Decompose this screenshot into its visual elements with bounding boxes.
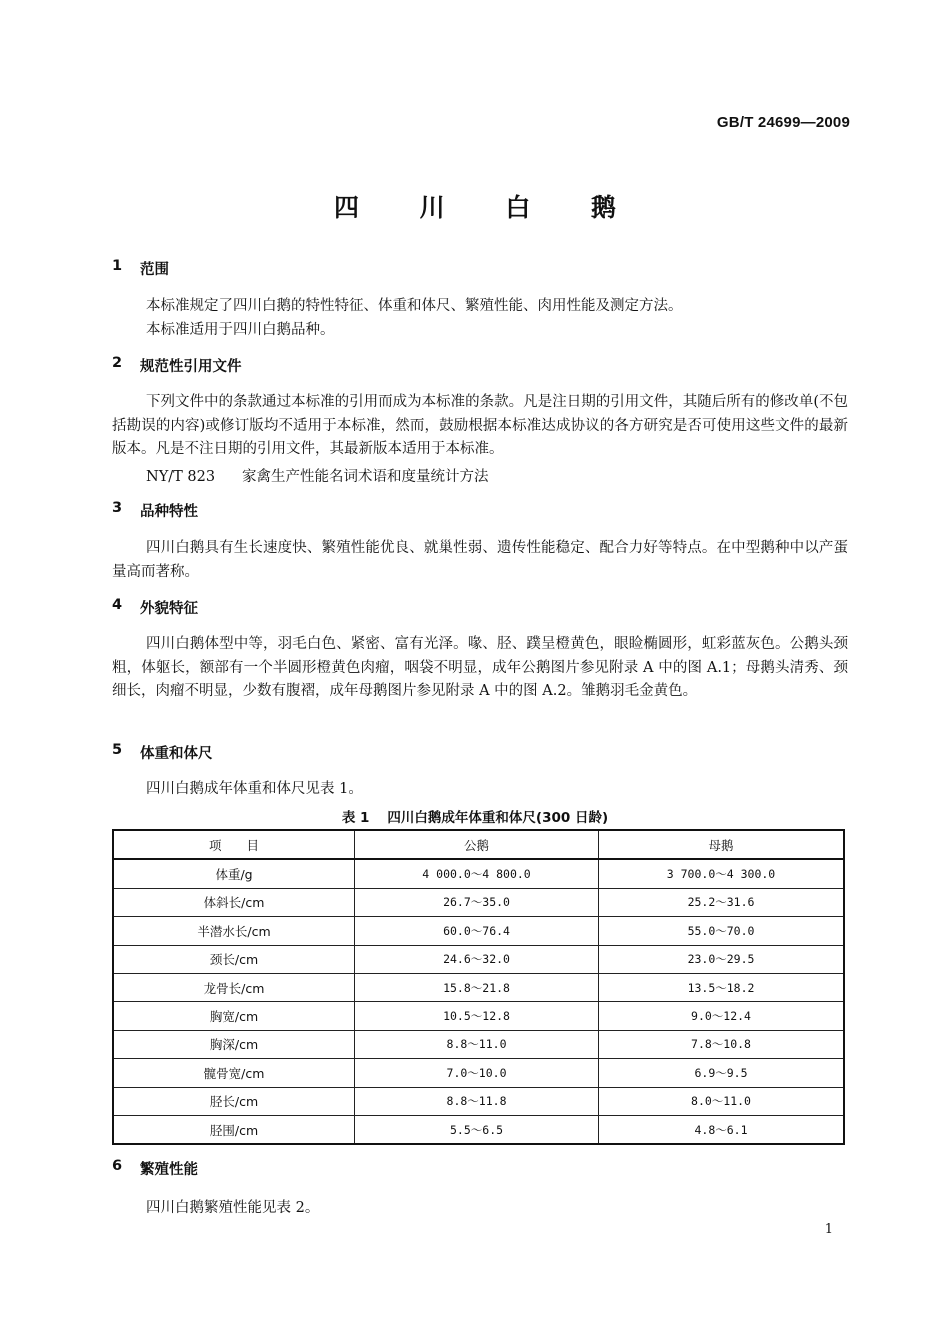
cell-female: 6.9～9.5	[599, 1059, 844, 1087]
cell-male: 4 000.0～4 800.0	[355, 859, 599, 888]
section-number: 4	[112, 597, 123, 613]
section-2-heading	[112, 355, 242, 376]
table-row	[113, 888, 844, 916]
cell-female: 13.5～18.2	[599, 973, 844, 1001]
section-6-paragraph-1: 四川白鹅繁殖性能见表 2。	[146, 1200, 320, 1216]
section-title: 体重和体尺	[140, 746, 213, 762]
section-3-heading	[112, 500, 198, 521]
section-1-paragraph-2: 本标准适用于四川白鹅品种。	[146, 322, 335, 338]
section-title: 繁殖性能	[140, 1162, 198, 1178]
table-1-caption	[0, 806, 950, 826]
section-number: 6	[112, 1158, 123, 1174]
table-row	[113, 1115, 844, 1144]
cell-female: 4.8～6.1	[599, 1115, 844, 1144]
section-title: 品种特性	[140, 504, 198, 520]
section-title: 规范性引用文件	[140, 359, 242, 375]
header-female: 母鹅	[599, 830, 844, 859]
cell-item: 半潜水长/cm	[113, 917, 355, 945]
cell-female: 25.2～31.6	[599, 888, 844, 916]
cell-female: 7.8～10.8	[599, 1030, 844, 1058]
section-2-paragraph-1: 下列文件中的条款通过本标准的引用而成为本标准的条款。凡是注日期的引用文件，其随后所有的修改单(不包括勘误的内容)或修订版均不适用于本标准，然而，鼓励根据本标准达成协议的各方研究是否可使用这些文件的最新版本。凡是不注日期的引用文件，其最新版本适用于本标准。	[112, 394, 848, 457]
table-row	[113, 1087, 844, 1115]
cell-female: 3 700.0～4 300.0	[599, 859, 844, 888]
cell-item: 体斜长/cm	[113, 888, 355, 916]
section-title: 外貌特征	[140, 601, 198, 617]
table-row	[113, 917, 844, 945]
cell-female: 9.0～12.4	[599, 1002, 844, 1030]
section-1-heading	[112, 258, 169, 279]
cell-female: 23.0～29.5	[599, 945, 844, 973]
table-caption-title: 四川白鹅成年体重和体尺(300 日龄)	[387, 810, 609, 826]
cell-male: 10.5～12.8	[355, 1002, 599, 1030]
section-3-paragraph-1: 四川白鹅具有生长速度快、繁殖性能优良、就巢性弱、遗传性能稳定、配合力好等特点。在中型鹅种中以产蛋量高而著称。	[112, 540, 848, 580]
table-row	[113, 1030, 844, 1058]
table-1	[112, 829, 845, 1145]
cell-male: 26.7～35.0	[355, 888, 599, 916]
cell-item: 胫围/cm	[113, 1115, 355, 1144]
section-number: 2	[112, 355, 123, 371]
section-5-heading	[112, 742, 213, 763]
cell-item: 颈长/cm	[113, 945, 355, 973]
cell-item: 体重/g	[113, 859, 355, 888]
table-row	[113, 973, 844, 1001]
cell-item: 髋骨宽/cm	[113, 1059, 355, 1087]
cell-female: 8.0～11.0	[599, 1087, 844, 1115]
cell-male: 8.8～11.8	[355, 1087, 599, 1115]
table-row	[113, 1002, 844, 1030]
table-row	[113, 1059, 844, 1087]
cell-item: 胸宽/cm	[113, 1002, 355, 1030]
cell-male: 5.5～6.5	[355, 1115, 599, 1144]
reference-code: NY/T 823	[146, 469, 216, 485]
section-4-paragraph-1: 四川白鹅体型中等，羽毛白色、紧密、富有光泽。喙、胫、蹼呈橙黄色，眼睑椭圆形，虹彩蓝灰色。公鹅头颈粗，体躯长，额部有一个半圆形橙黄色肉瘤，咽袋不明显，成年公鹅图片参见附录 A 中的图 A.1；母鹅头清秀、颈细长，肉瘤不明显，少数有腹褶，成年母鹅图片参见附录 A 中的图 A.2。雏鹅羽毛金黄色。	[112, 636, 848, 699]
reference-title: 家禽生产性能名词术语和度量统计方法	[242, 469, 489, 485]
section-number: 1	[112, 258, 123, 274]
section-6-heading	[112, 1158, 198, 1179]
section-1-paragraph-1: 本标准规定了四川白鹅的特性特征、体重和体尺、繁殖性能、肉用性能及测定方法。	[146, 298, 683, 314]
cell-item: 龙骨长/cm	[113, 973, 355, 1001]
header-item: 项 目	[113, 830, 355, 859]
normative-reference	[146, 465, 489, 486]
cell-item: 胸深/cm	[113, 1030, 355, 1058]
cell-male: 15.8～21.8	[355, 973, 599, 1001]
section-number: 5	[112, 742, 123, 758]
section-number: 3	[112, 500, 123, 516]
page-number: 1	[824, 1222, 833, 1237]
header-male: 公鹅	[355, 830, 599, 859]
section-title: 范围	[140, 262, 169, 278]
cell-male: 8.8～11.0	[355, 1030, 599, 1058]
section-4-heading	[112, 597, 198, 618]
table-row	[113, 859, 844, 888]
cell-male: 24.6～32.0	[355, 945, 599, 973]
cell-female: 55.0～70.0	[599, 917, 844, 945]
cell-male: 60.0～76.4	[355, 917, 599, 945]
section-5-paragraph-1: 四川白鹅成年体重和体尺见表 1。	[146, 781, 363, 797]
table-caption-number: 表 1	[341, 810, 370, 826]
document-title: 四 川 白 鹅	[333, 193, 643, 222]
standard-code: GB/T 24699—2009	[716, 114, 850, 131]
cell-male: 7.0～10.0	[355, 1059, 599, 1087]
table-header-row	[113, 830, 844, 859]
table-row	[113, 945, 844, 973]
cell-item: 胫长/cm	[113, 1087, 355, 1115]
